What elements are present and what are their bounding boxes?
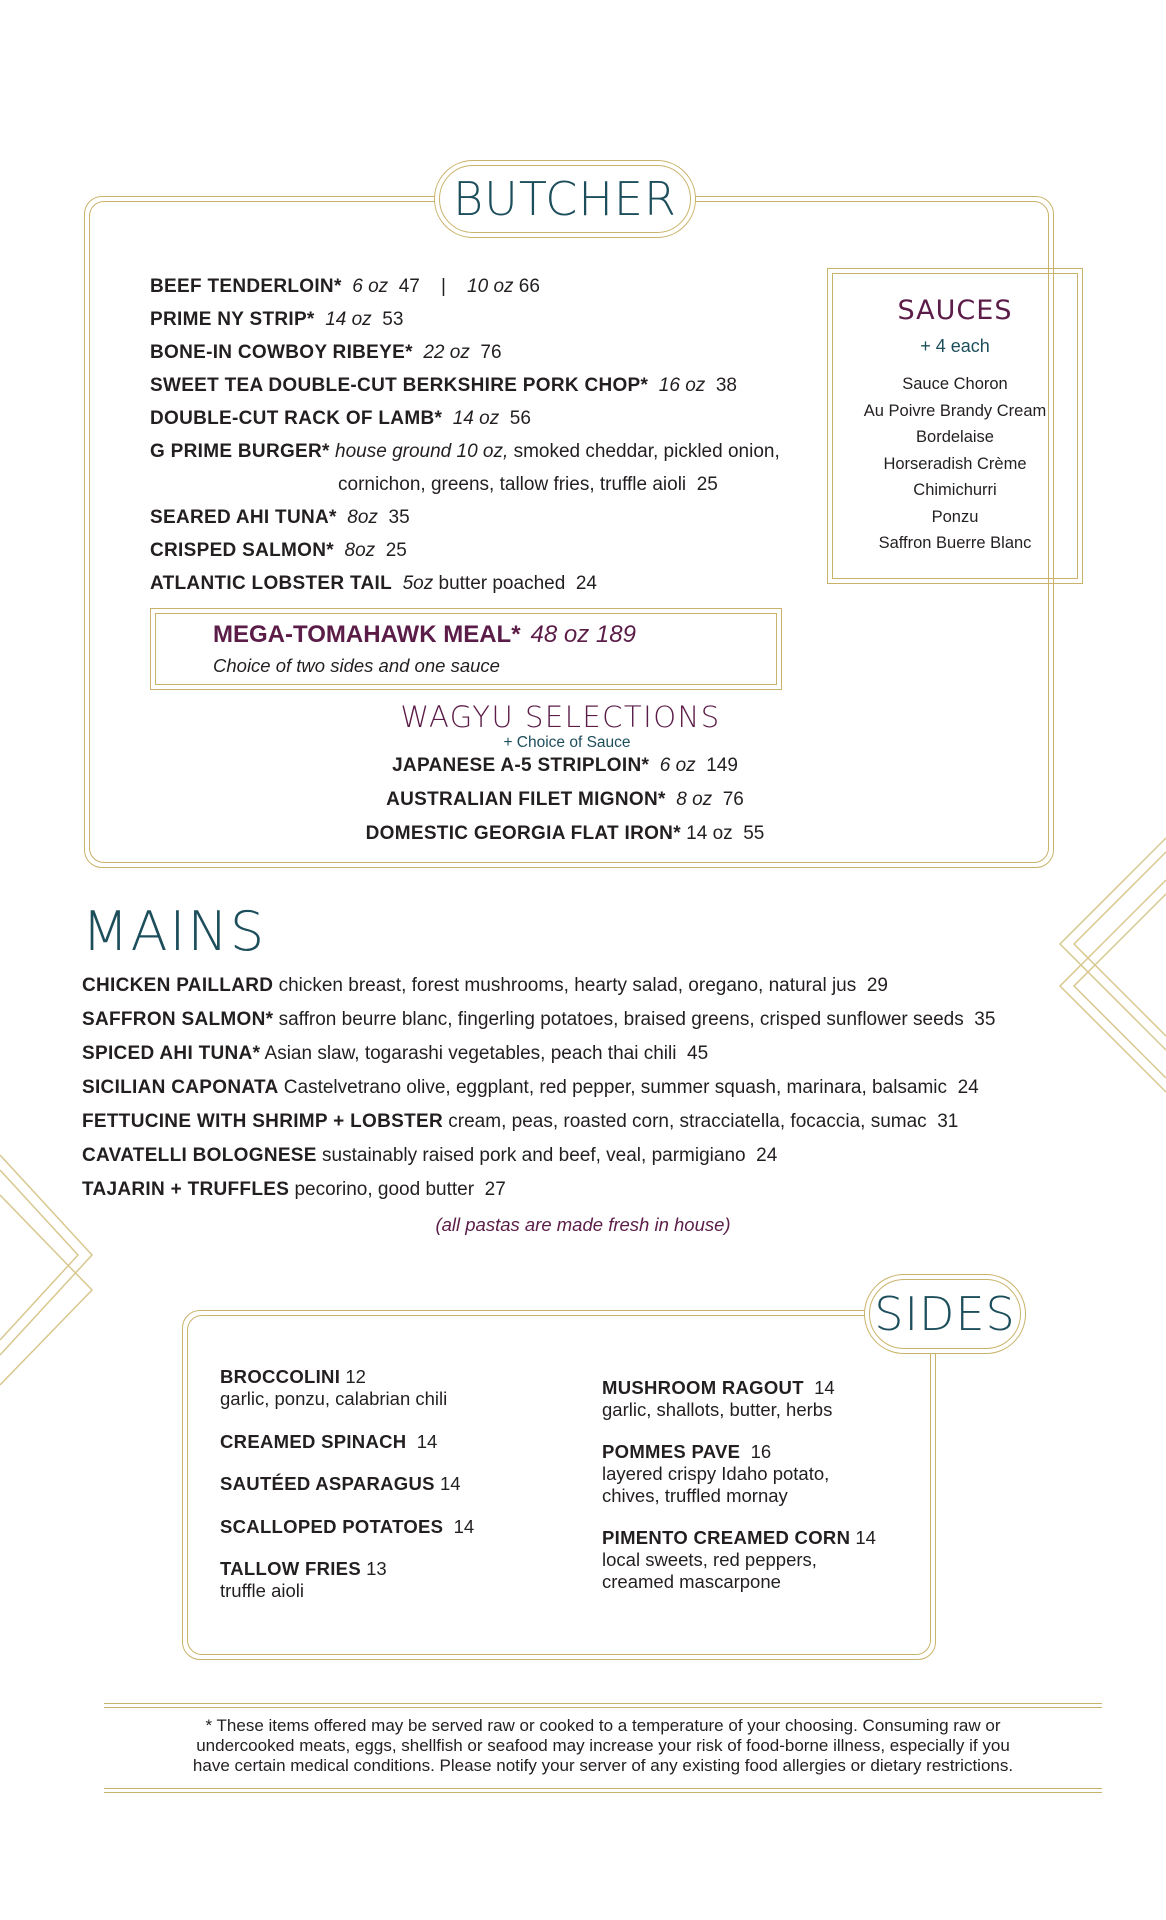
side-item: TALLOW FRIES 13 truffle aioli xyxy=(220,1558,387,1601)
side-item: PIMENTO CREAMED CORN 14 local sweets, red peppers, creamed mascarpone xyxy=(602,1527,876,1592)
menu-item: ATLANTIC LOBSTER TAIL 5oz butter poached 24 xyxy=(150,573,597,594)
wagyu-item: AUSTRALIAN FILET MIGNON* 8 oz 76 xyxy=(386,789,744,810)
pasta-note: (all pastas are made fresh in house) xyxy=(435,1214,731,1235)
disclaimer-top-rule-2 xyxy=(104,1707,1102,1708)
menu-item: G PRIME BURGER* house ground 10 oz, smoked cheddar, pickled onion, xyxy=(150,441,780,462)
menu-item: BEEF TENDERLOIN* 6 oz 47 | 10 oz 66 xyxy=(150,276,540,297)
main-item: SPICED AHI TUNA* Asian slaw, togarashi vegetables, peach thai chili 45 xyxy=(82,1043,709,1064)
sauces-list xyxy=(828,371,1082,557)
sides-title-pill xyxy=(864,1274,1026,1354)
menu-item: PRIME NY STRIP* 14 oz 53 xyxy=(150,309,404,330)
menu-item: DOUBLE-CUT RACK OF LAMB* 14 oz 56 xyxy=(150,408,531,429)
wagyu-item: JAPANESE A-5 STRIPLOIN* 6 oz 149 xyxy=(392,755,738,776)
menu-item: SWEET TEA DOUBLE-CUT BERKSHIRE PORK CHOP* 16 oz 38 xyxy=(150,375,737,396)
main-item: CAVATELLI BOLOGNESE sustainably raised pork and beef, veal, parmigiano 24 xyxy=(82,1145,778,1166)
disclaimer-bottom-rule xyxy=(104,1788,1102,1789)
menu-item: CRISPED SALMON* 8oz 25 xyxy=(150,540,407,561)
sides-title: SIDES xyxy=(874,1287,1016,1341)
sauce-item: Ponzu xyxy=(931,507,979,526)
sauce-item: Sauce Choron xyxy=(902,375,1008,393)
sauce-item: Au Poivre Brandy Cream xyxy=(863,401,1047,420)
mega-tomahawk-note: Choice of two sides and one sauce xyxy=(213,655,500,676)
sauces-title: SAUCES xyxy=(897,295,1013,326)
mega-tomahawk-title: MEGA-TOMAHAWK MEAL* 48 oz 189 xyxy=(213,621,636,648)
side-item: CREAMED SPINACH 14 xyxy=(220,1431,438,1452)
butcher-title: BUTCHER xyxy=(453,172,677,226)
disclaimer-line: undercooked meats, eggs, shellfish or seafood may increase your risk of food-borne illness, especially if you xyxy=(196,1736,1010,1755)
main-item: CHICKEN PAILLARD chicken breast, forest mushrooms, hearty salad, oregano, natural jus 29 xyxy=(82,975,888,996)
mains-title: MAINS xyxy=(82,900,267,963)
wagyu-subtitle: + Choice of Sauce xyxy=(503,734,631,751)
side-item: BROCCOLINI 12 garlic, ponzu, calabrian chili xyxy=(220,1366,448,1409)
disclaimer-bottom-rule-2 xyxy=(104,1792,1102,1793)
sauces-box xyxy=(827,268,1083,584)
disclaimer-top-rule xyxy=(104,1703,1102,1704)
sauce-item: Saffron Buerre Blanc xyxy=(878,534,1032,552)
mega-tomahawk-price: 48 oz 189 xyxy=(530,621,636,648)
side-item: POMMES PAVE 16 layered crispy Idaho potato, chives, truffled mornay xyxy=(602,1441,830,1506)
menu-item-continued: cornichon, greens, tallow fries, truffle aioli 25 xyxy=(338,474,718,495)
main-item: SICILIAN CAPONATA Castelvetrano olive, eggplant, red pepper, summer squash, marinara, balsamic 24 xyxy=(82,1077,979,1098)
main-item: TAJARIN + TRUFFLES pecorino, good butter 27 xyxy=(82,1179,506,1200)
sauces-price: + 4 each xyxy=(920,336,990,356)
sauce-item: Chimichurri xyxy=(913,481,997,499)
wagyu-title: WAGYU SELECTIONS xyxy=(400,700,721,734)
disclaimer-line: have certain medical conditions. Please notify your server of any existing food allergies or dietary restrictions. xyxy=(192,1756,1014,1775)
side-item: SAUTÉED ASPARAGUS 14 xyxy=(220,1473,461,1494)
disclaimer xyxy=(104,1716,1102,1776)
sauce-item: Horseradish Crème xyxy=(883,454,1027,473)
sauce-item: Bordelaise xyxy=(916,428,994,446)
side-item: MUSHROOM RAGOUT 14 garlic, shallots, butter, herbs xyxy=(602,1377,835,1420)
butcher-title-pill xyxy=(434,160,696,238)
mega-tomahawk-box xyxy=(150,608,782,690)
side-item: SCALLOPED POTATOES 14 xyxy=(220,1516,475,1537)
menu-item: SEARED AHI TUNA* 8oz 35 xyxy=(150,507,410,528)
wagyu-item: DOMESTIC GEORGIA FLAT IRON* 14 oz 55 xyxy=(365,823,765,844)
main-item: FETTUCINE WITH SHRIMP + LOBSTER cream, peas, roasted corn, stracciatella, focaccia, sumac 31 xyxy=(82,1111,959,1132)
menu-item: BONE-IN COWBOY RIBEYE* 22 oz 76 xyxy=(150,342,502,363)
disclaimer-line: * These items offered may be served raw or cooked to a temperature of your choosing. Consuming raw or xyxy=(205,1716,1001,1735)
main-item: SAFFRON SALMON* saffron beurre blanc, fingerling potatoes, braised greens, crisped sunflower seeds 35 xyxy=(82,1009,996,1030)
